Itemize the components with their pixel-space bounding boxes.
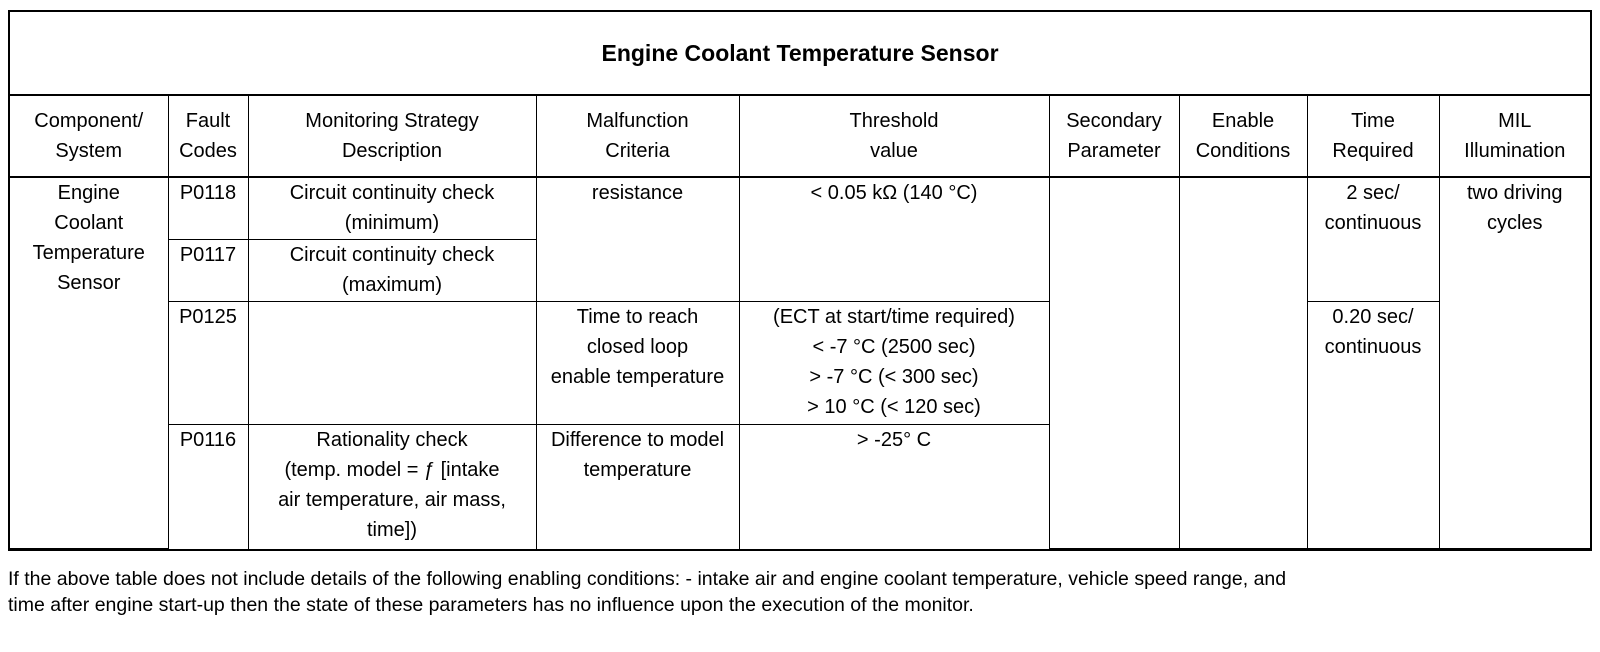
criteria-cell: resistance — [536, 177, 739, 301]
enable-conditions-cell — [1179, 177, 1307, 549]
component-cell: Engine Coolant Temperature Sensor — [10, 177, 168, 549]
time-required-cell: 2 sec/ continuous — [1307, 177, 1439, 301]
strategy-cell: Circuit continuity check (minimum) — [248, 177, 536, 239]
criteria-cell: Difference to model temperature — [536, 425, 739, 549]
fault-code-cell: P0116 — [168, 425, 248, 549]
footnote: If the above table does not include details of the following enabling conditions: - intake air and engine coolant temperature, vehicle speed range, and time after engine start-up then the state of these parameters has no influence upon the execution of the monitor. — [8, 568, 1287, 616]
header-malfunction-criteria: Malfunction Criteria — [536, 96, 739, 177]
mil-illumination-cell: two driving cycles — [1439, 177, 1590, 549]
header-fault-codes: Fault Codes — [168, 96, 248, 177]
threshold-cell-warmup: (ECT at start/time required) < -7 °C (2500 sec) > -7 °C (< 300 sec) > 10 °C (< 120 sec) — [739, 301, 1049, 425]
secondary-parameter-cell — [1049, 177, 1179, 549]
header-mil-illumination: MIL Illumination — [1439, 96, 1590, 177]
ect-sensor-table-frame — [8, 10, 1592, 551]
fault-code-cell: P0118 — [168, 177, 248, 239]
header-row — [10, 96, 1590, 177]
criteria-cell: Time to reach closed loop enable temperature — [536, 301, 739, 425]
table-row-p0125 — [10, 301, 1590, 425]
monitor-table — [10, 96, 1590, 549]
header-monitoring-strategy: Monitoring Strategy Description — [248, 96, 536, 177]
threshold-cell-circuit: < 0.05 kΩ (140 °C) — [739, 177, 1049, 301]
threshold-cell-rationality: > -25° C — [739, 425, 1049, 549]
strategy-cell — [248, 301, 536, 425]
strategy-cell: Rationality check (temp. model = ƒ [intake air temperature, air mass, time]) — [248, 425, 536, 549]
time-required-cell: 0.20 sec/ continuous — [1307, 301, 1439, 548]
table-row-p0118 — [10, 177, 1590, 239]
strategy-cell: Circuit continuity check (maximum) — [248, 239, 536, 301]
header-time-required: Time Required — [1307, 96, 1439, 177]
header-secondary-parameter: Secondary Parameter — [1049, 96, 1179, 177]
table-title: Engine Coolant Temperature Sensor — [10, 12, 1590, 96]
fault-code-cell: P0117 — [168, 239, 248, 301]
fault-code-cell: P0125 — [168, 301, 248, 425]
header-component: Component/ System — [10, 96, 168, 177]
header-enable-conditions: Enable Conditions — [1179, 96, 1307, 177]
header-threshold-value: Threshold value — [739, 96, 1049, 177]
